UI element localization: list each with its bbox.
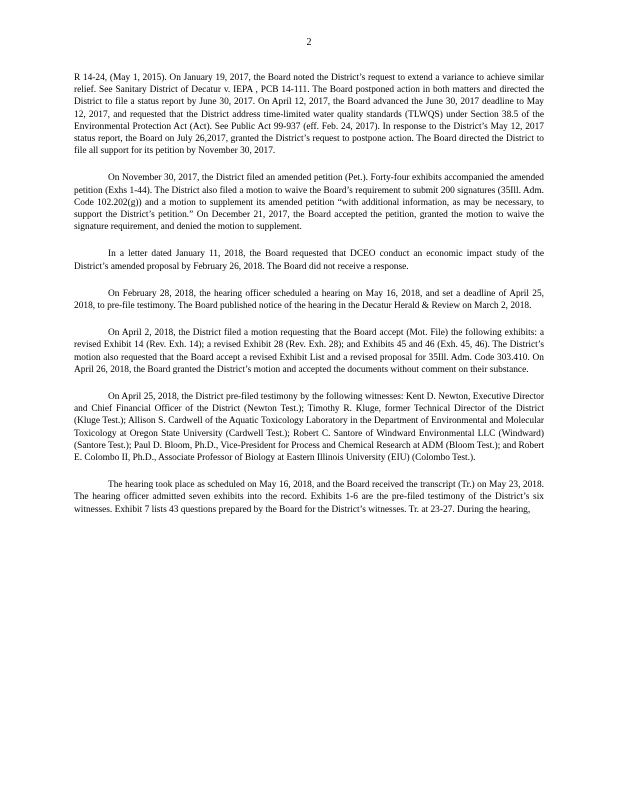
page-number: 2 (306, 37, 312, 48)
paragraph-hearing-held: The hearing took place as scheduled on May 16, 2018, and the Board received the transcript (Tr.) on May 23, 2018. The hearing officer admitted seven exhibits into the record. Exhibits 1-6 are the pre-filed testimony of the District’s six witnesses. Exhibit 7 lists 43 questions prepared by the Board for the District’s witnesses. Tr. at 23-27. During the hearing, (74, 480, 544, 515)
paragraph-hearing-scheduled: On February 28, 2018, the hearing officer scheduled a hearing on May 16, 2018, and set a deadline of April 25, 2018, to pre-file testimony. The Board published notice of the hearing in the Decatur Herald & Review on March 2, 2018. (74, 288, 544, 312)
paragraph-dceo-letter: In a letter dated January 11, 2018, the Board requested that DCEO conduct an economic impact study of the District’s amended proposal by February 26, 2018. The Board did not receive a response. (74, 249, 544, 272)
paragraph-prefiled-testimony: On April 25, 2018, the District pre-filed testimony by the following witnesses: Kent D. Newton, Executive Director and Chief Financial Officer of the District (Newton Test.); Timothy R. Kluge, former Technical Director of the District (Kluge Test.); Allison S. Cardwell of the Aquatic Toxicology Laboratory in the Department of Environmental and Molecular Toxicology at Oregon State University (Cardwell Test.); Robert C. Santore of Windward Environmental LLC (Windward) (Santore Test.); Paul D. Bloom, Ph.D., Vice-President for Process and Chemical Research at ADM (Bloom Test.); and Robert E. Colombo II, Ph.D., Associate Professor of Biology at Eastern Illinois University (EIU) (Colombo Test.). (74, 392, 544, 464)
paragraph-amended-petition: On November 30, 2017, the District filed an amended petition (Pet.). Forty-four exhibits accompanied the amended petition (Exhs 1-44). The District also filed a motion to waive the Board’s requirement to submit 200 signatures (35Ill. Adm. Code 102.202(g)) and a motion to supplement its amended petition “with additional information, as may be necessary, to support the District’s petition.” On December 21, 2017, the Board accepted the petition, granted the motion to waive the signature requirement, and denied the motion to supplement. (74, 173, 544, 233)
paragraph-procedural-history: R 14-24, (May 1, 2015). On January 19, 2017, the Board noted the District’s request to extend a variance to achieve similar relief. See Sanitary District of Decatur v. IEPA , PCB 14-111. The Board postponed action in both matters and directed the District to file a status report by June 30, 2017. On April 12, 2017, the Board advanced the June 30, 2017 deadline to May 12, 2017, and requested that the District address time-limited water quality standards (TLWQS) under Section 38.5 of the Environmental Protection Act (Act). See Public Act 99-937 (eff. Feb. 24, 2017). In response to the District’s May 12, 2017 status report, the Board on July 26,2017, granted the District’s request to postpone action. The Board directed the District to file all support for its petition by November 30, 2017. (74, 73, 544, 157)
document-body (74, 72, 544, 531)
paragraph-motion-exhibits: On April 2, 2018, the District filed a motion requesting that the Board accept (Mot. File) the following exhibits: a revised Exhibit 14 (Rev. Exh. 14); a revised Exhibit 28 (Rev. Exh. 28); and Exhibits 45 and 46 (Exh. 45, 46). The District’s motion also requested that the Board accept a revised Exhibit List and a revised proposal for 35Ill. Adm. Code 303.410. On April 26, 2018, the Board granted the District’s motion and accepted the documents without comment on their substance. (74, 328, 544, 375)
